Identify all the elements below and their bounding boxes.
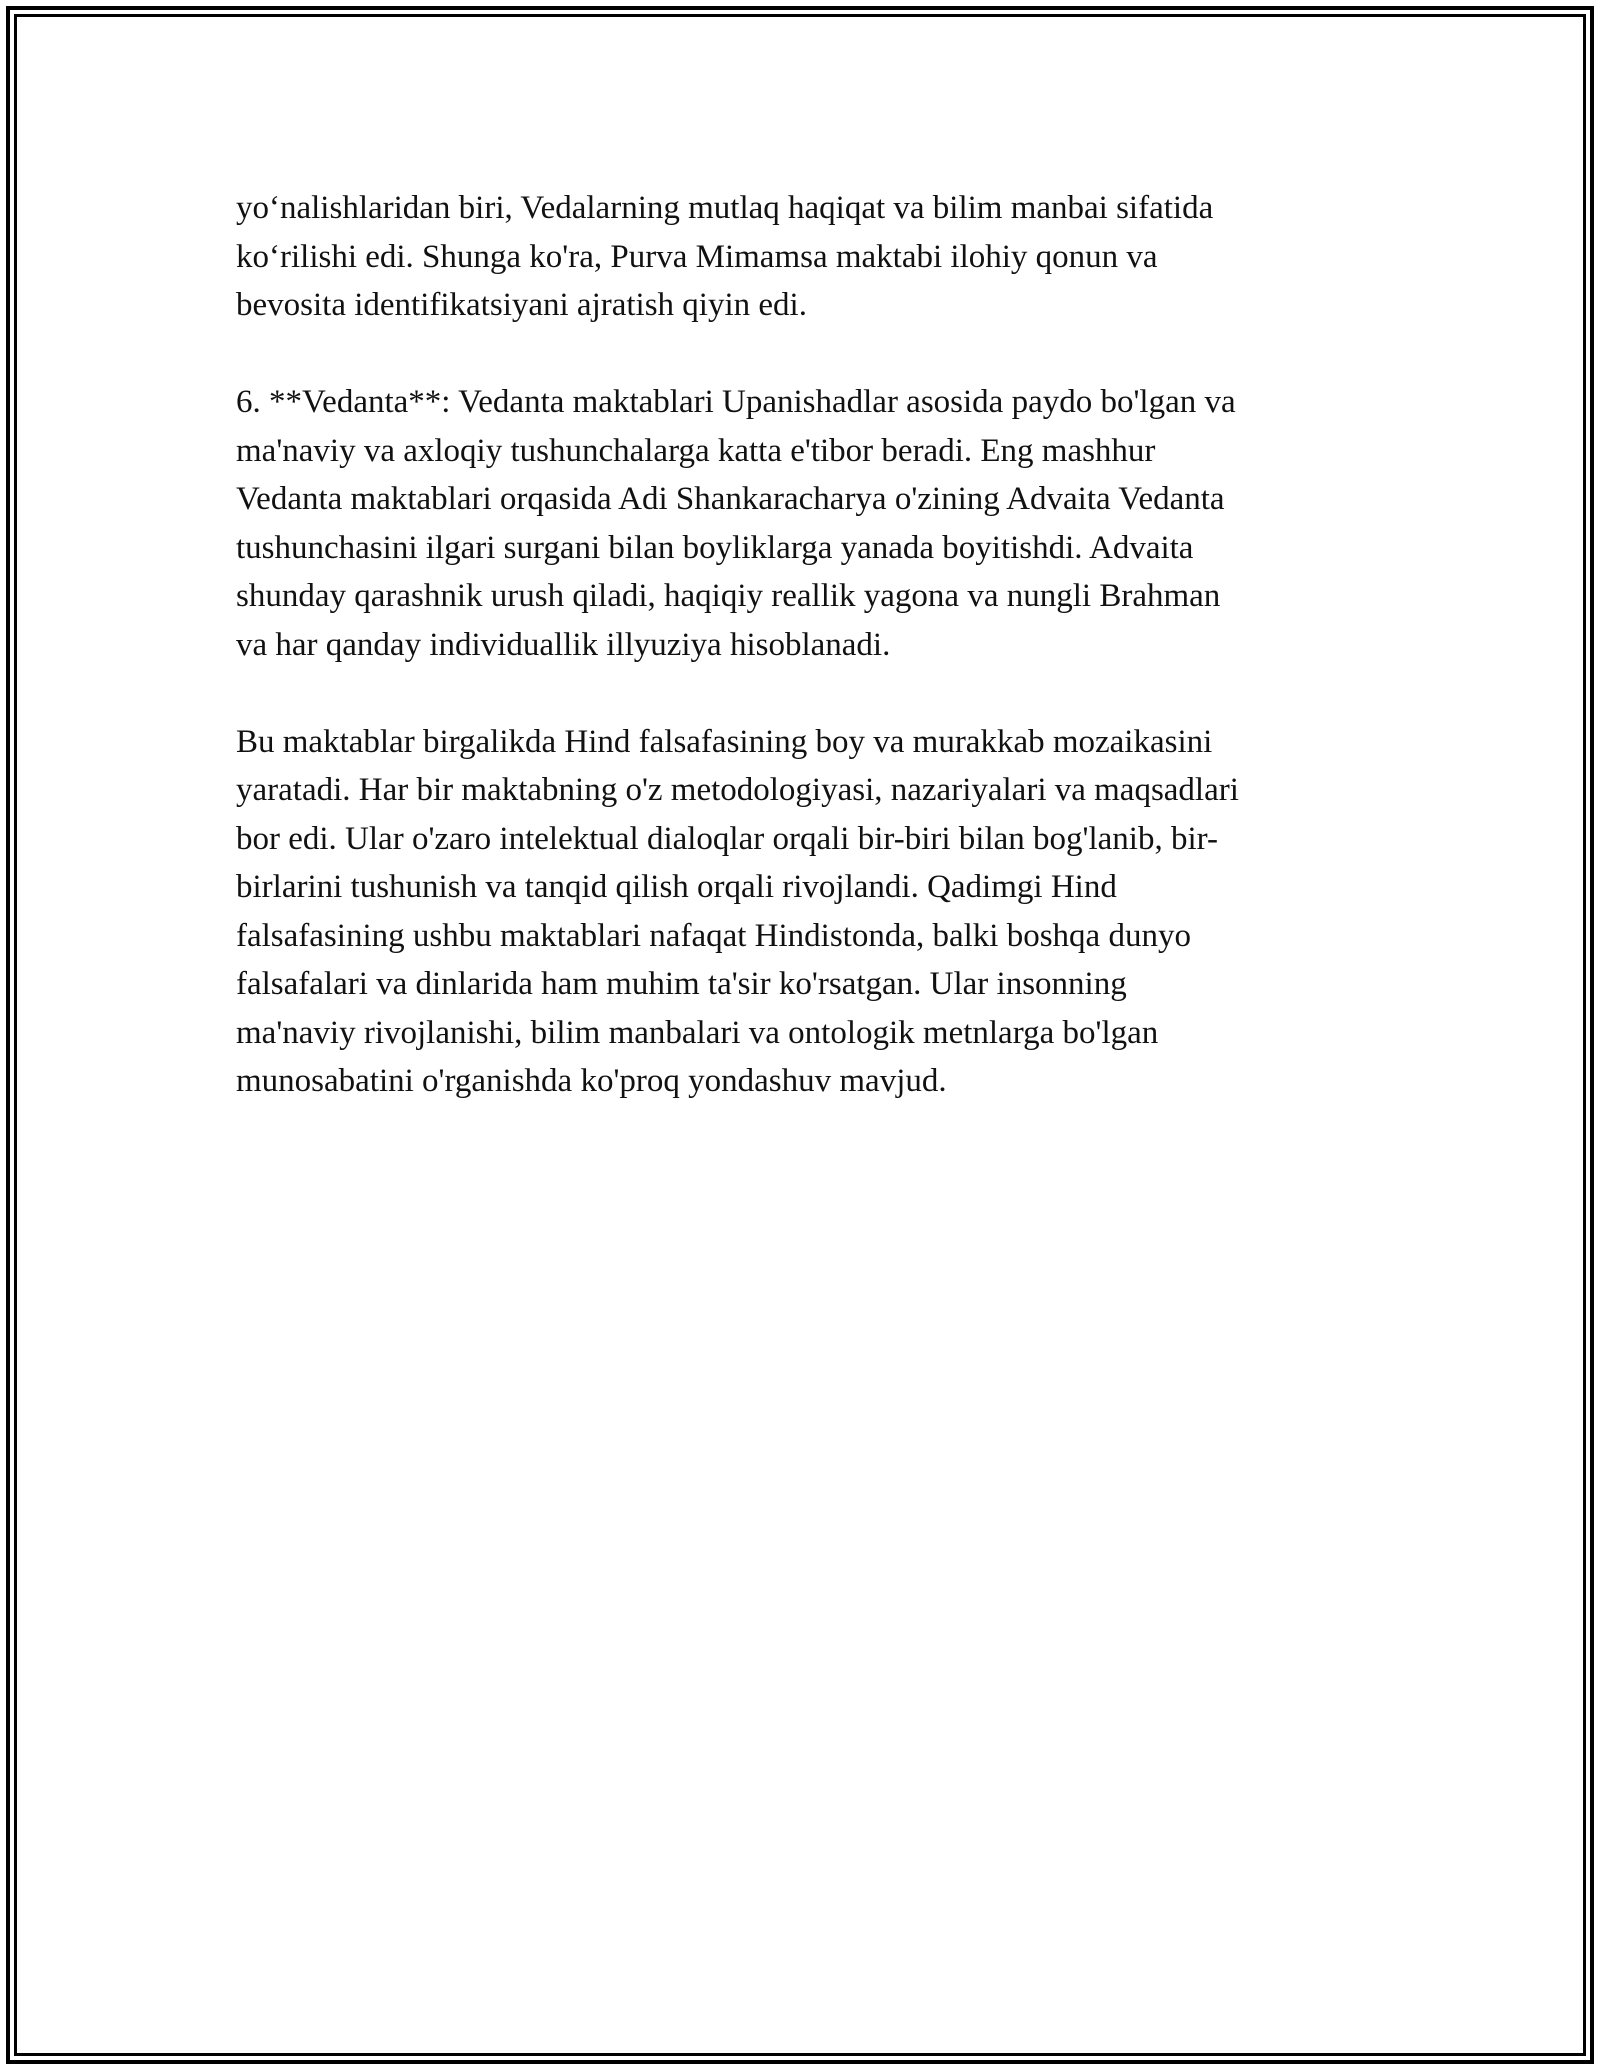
paragraph-conclusion: [236, 718, 1376, 1106]
document-body: [236, 184, 1376, 1154]
text-line: falsafalari va dinlarida ham muhim ta'sir ko'rsatgan. Ular insonning: [236, 966, 1127, 1002]
paragraph-continuation: [236, 184, 1376, 330]
text-line: bevosita identifikatsiyani ajratish qiyin edi.: [236, 287, 807, 323]
text-line: bor edi. Ular o'zaro intelektual dialoqlar orqali bir-biri bilan bog'lanib, bir-: [236, 820, 1218, 857]
text-line: shunday qarashnik urush qiladi, haqiqiy reallik yagona va nungli Brahman: [236, 578, 1221, 614]
text-line: ma'naviy va axloqiy tushunchalarga katta e'tibor beradi. Eng mashhur: [236, 432, 1156, 469]
text-line: ko‘rilishi edi. Shunga ko'ra, Purva Mimamsa maktabi ilohiy qonun va: [236, 238, 1158, 275]
text-line: yaratadi. Har bir maktabning o'z metodologiyasi, nazariyalari va maqsadlari: [236, 772, 1239, 808]
text-line: Bu maktablar birgalikda Hind falsafasining boy va murakkab mozaikasini: [236, 723, 1213, 760]
text-line: yo‘nalishlaridan biri, Vedalarning mutlaq haqiqat va bilim manbai sifatida: [236, 190, 1214, 226]
text-line: Vedanta maktablari orqasida Adi Shankaracharya o'zining Advaita Vedanta: [236, 481, 1225, 517]
text-line: falsafasining ushbu maktablari nafaqat Hindistonda, balki boshqa dunyo: [236, 917, 1191, 954]
text-line: munosabatini o'rganishda ko'proq yondashuv mavjud.: [236, 1063, 947, 1099]
text-line: ma'naviy rivojlanishi, bilim manbalari va ontologik metnlarga bo'lgan: [236, 1014, 1159, 1051]
text-line: birlarini tushunish va tanqid qilish orqali rivojlandi. Qadimgi Hind: [236, 869, 1117, 905]
text-line: va har qanday individuallik illyuziya hisoblanadi.: [236, 626, 891, 663]
paragraph-vedanta: [236, 378, 1376, 669]
text-line: tushunchasini ilgari surgani bilan boyliklarga yanada boyitishdi. Advaita: [236, 529, 1194, 566]
text-line: 6. **Vedanta**: Vedanta maktablari Upanishadlar asosida paydo bo'lgan va: [236, 384, 1236, 420]
